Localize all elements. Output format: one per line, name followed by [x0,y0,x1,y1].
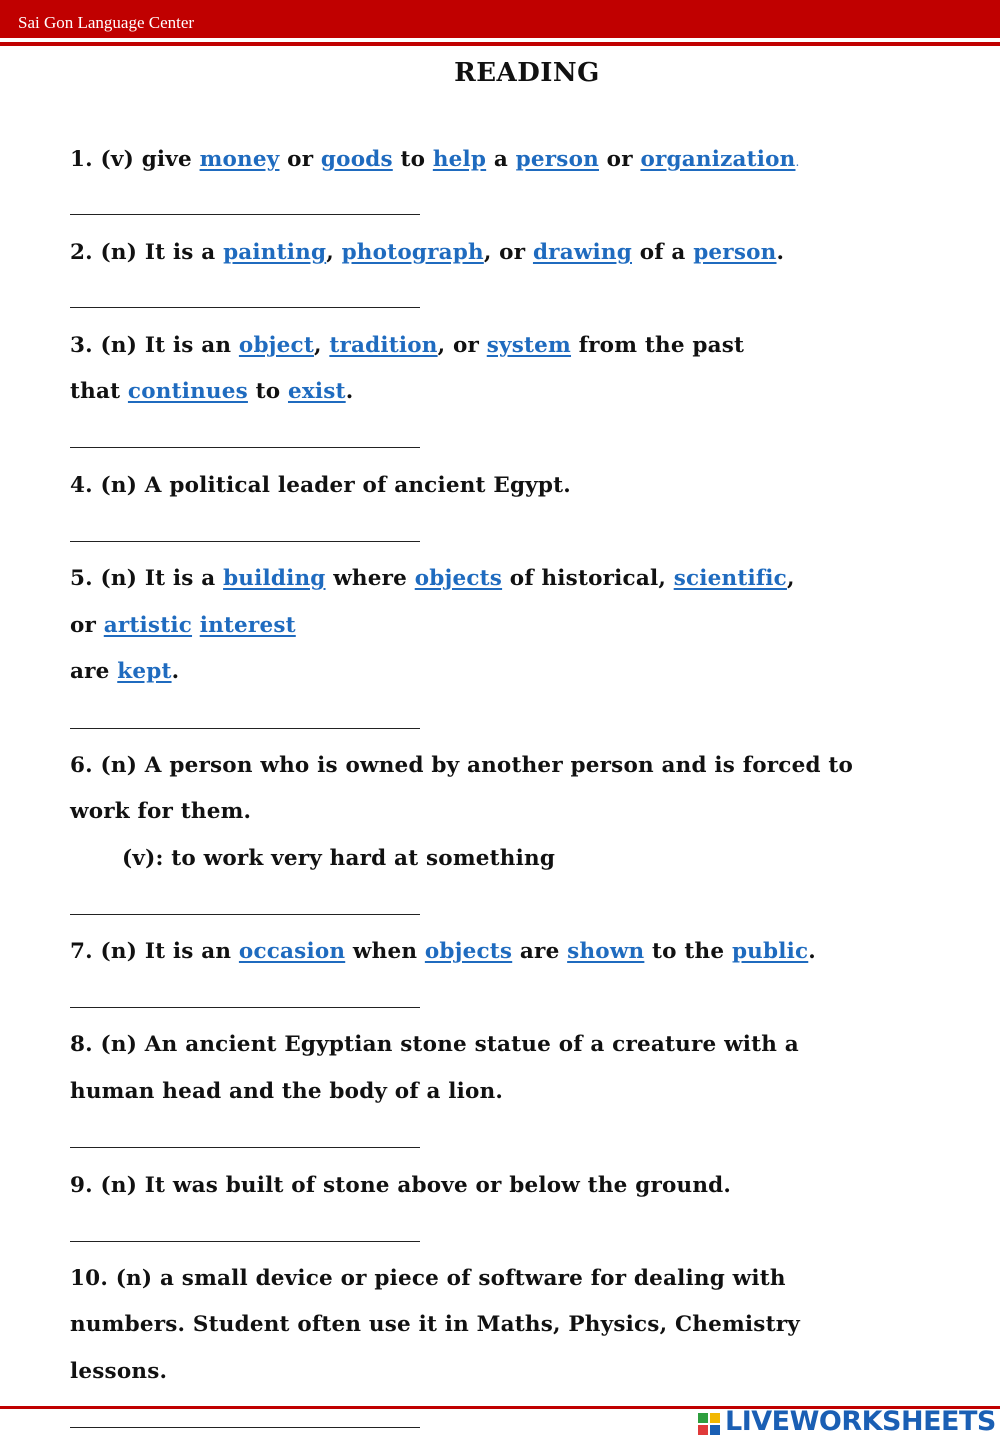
link-painting[interactable]: painting [223,240,327,265]
link-object[interactable]: object [238,333,314,358]
link-artistic[interactable]: artistic [103,613,193,638]
link-person[interactable]: person [693,240,777,265]
question-3: 3. (n) It is an object, tradition, or system from the past [70,333,745,358]
link-goods[interactable]: goods [320,147,393,172]
liveworksheets-logo [697,1408,997,1440]
center-name: Sai Gon Language Center [18,13,195,32]
link-occasion[interactable]: occasion [238,939,346,964]
link-building[interactable]: building [223,566,326,591]
question-10: 10. (n) a small device or piece of software for dealing with [70,1266,786,1291]
question-4: 4. (n) A political leader of ancient Egypt. [70,473,571,498]
logo-text: LIVEWORKSHEETS [725,1406,996,1437]
question-6-line-2: work for them. [70,799,252,824]
question-8-line-2: human head and the body of a lion. [70,1079,504,1104]
answer-line-1[interactable] [70,214,420,215]
question-10-line-3: lessons. [70,1359,168,1384]
answer-line-5[interactable] [70,728,420,729]
question-1: 1. (v) give money or goods to help a person or organization. [70,147,800,172]
link-interest[interactable]: interest [199,613,296,638]
link-tradition[interactable]: tradition [329,333,438,358]
answer-line-7[interactable] [70,1007,420,1008]
answer-line-3[interactable] [70,447,420,448]
answer-line-10[interactable] [70,1427,420,1428]
question-6-line-3: (v): to work very hard at something [122,846,556,871]
answer-line-4[interactable] [70,541,420,542]
link-drawing[interactable]: drawing [532,240,632,265]
question-8: 8. (n) An ancient Egyptian stone statue of a creature with a [70,1032,799,1057]
link-photograph[interactable]: photograph [341,240,484,265]
link-scientific[interactable]: scientific [673,566,787,591]
question-6: 6. (n) A person who is owned by another person and is forced to [70,753,854,778]
liveworksheets-logo-icon [697,1412,721,1436]
link-organization[interactable]: organization [640,147,796,172]
link-help[interactable]: help [432,147,487,172]
answer-line-6[interactable] [70,914,420,915]
question-7: 7. (n) It is an occasion when objects are shown to the public. [70,939,816,964]
link-public[interactable]: public [731,939,809,964]
link-kept[interactable]: kept [117,659,172,684]
question-5-line-2: or artistic interest [70,613,296,638]
link-objects[interactable]: objects [424,939,513,964]
answer-line-9[interactable] [70,1241,420,1242]
question-2: 2. (n) It is a painting, photograph, or drawing of a person. [70,240,785,265]
header-divider [0,42,1000,46]
question-10-line-2: numbers. Student often use it in Maths, Physics, Chemistry [70,1312,800,1337]
link-shown[interactable]: shown [567,939,645,964]
link-money[interactable]: money [199,147,280,172]
header-bar [0,0,1000,38]
question-9: 9. (n) It was built of stone above or below the ground. [70,1173,732,1198]
link-exist[interactable]: exist [287,379,346,404]
question-3-line-2: that continues to exist. [70,379,354,404]
answer-line-2[interactable] [70,307,420,308]
link-person[interactable]: person [515,147,599,172]
question-5-line-3: are kept. [70,659,180,684]
link-continues[interactable]: continues [127,379,248,404]
page-title: READING [454,58,600,88]
question-5: 5. (n) It is a building where objects of historical, scientific, [70,566,795,591]
link-objects[interactable]: objects [414,566,503,591]
link-system[interactable]: system [486,333,572,358]
answer-line-8[interactable] [70,1147,420,1148]
